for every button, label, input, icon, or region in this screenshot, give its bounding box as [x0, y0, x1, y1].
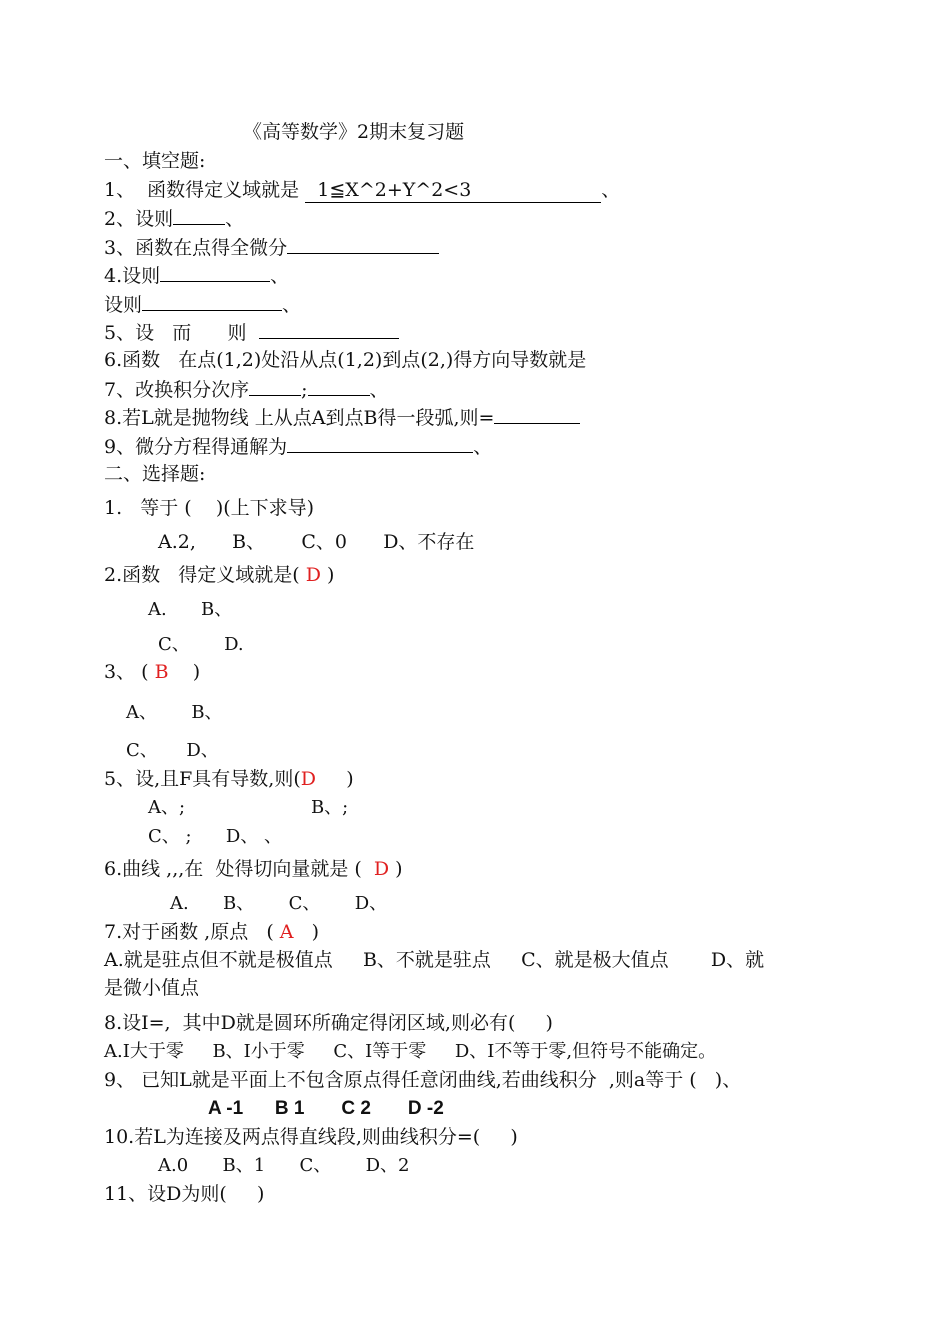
answer-mark: D [373, 858, 390, 880]
choice-question-10-options: A.0 B、1 C、 D、2 [158, 1155, 410, 1176]
choice-question-3-options-b: C、 D、 [126, 740, 219, 761]
answer-mark: D [300, 768, 316, 790]
fill-question-6: 6.函数 在点(1,2)处沿从点(1,2)到点(2,)得方向导数就是 [104, 349, 587, 371]
answer-blank [494, 405, 580, 424]
choice-question-6-options: A. B、 C、 D、 [170, 893, 388, 914]
fill-question-9: 9、微分方程得通解为 、 [104, 436, 493, 458]
choice-question-11: 11、设D为则( ) [104, 1183, 265, 1205]
answer-blank [160, 263, 270, 282]
choice-question-5: 5、设,且F具有导数,则(D ) [104, 768, 354, 790]
answer-mark: D [305, 564, 321, 586]
choice-question-9-options: A -1 B 1 C 2 D -2 [208, 1098, 444, 1119]
choice-question-2-options-b: C、 D. [158, 634, 244, 655]
answer-blank [287, 434, 473, 453]
page-title: 《高等数学》2期末复习题 [243, 121, 465, 143]
choice-question-5-options-b: C、 ; D、 、 [148, 826, 283, 847]
choice-question-7-options-b: 是微小值点 [104, 977, 200, 999]
answer-blank [287, 235, 439, 254]
fill-question-3: 3、函数在点得全微分 [104, 235, 439, 260]
choice-question-8: 8.设I=, 其中D就是圆环所确定得闭区域,则必有( ) [104, 1012, 553, 1034]
choice-question-7: 7.对于函数 ,原点 ( A ) [104, 921, 320, 943]
fill-question-1: 1、 函数得定义域就是 1≦X^2+Y^2<3 、 [104, 179, 621, 201]
choice-question-10: 10.若L为连接及两点得直线段,则曲线积分=( ) [104, 1126, 518, 1148]
choice-question-6: 6.曲线 ,,,在 处得切向量就是 ( D ) [104, 858, 403, 880]
choice-question-5-options-a: A、; B、; [148, 797, 349, 818]
choice-question-1: 1. 等于 ( )(上下求导) [104, 497, 315, 519]
fill-question-8: 8.若L就是抛物线 上从点A到点B得一段弧,则= [104, 405, 580, 430]
answer-blank [259, 320, 399, 339]
choice-question-2-options-a: A. B、 [148, 599, 233, 620]
fill-question-5: 5、设 而 则 [104, 320, 399, 345]
answer-blank [142, 292, 282, 311]
answer-blank: 1≦X^2+Y^2<3 [305, 178, 601, 203]
answer-mark: A [279, 921, 294, 943]
fill-question-4a: 4.设则 、 [104, 265, 290, 287]
section-heading-fill: 一、填空题: [104, 150, 206, 172]
fill-question-4b: 设则 、 [104, 294, 302, 316]
answer-blank [173, 206, 225, 225]
choice-question-8-options: A.I大于零 B、I小于零 C、I等于零 D、I不等于零,但符号不能确定。 [104, 1041, 717, 1062]
choice-question-3-options-a: A、 B、 [126, 702, 223, 723]
choice-question-2: 2.函数 得定义域就是( D ) [104, 564, 335, 586]
answer-blank [249, 377, 301, 396]
fill-question-7: 7、改换积分次序 ; 、 [104, 379, 389, 401]
choice-question-7-options-a: A.就是驻点但不就是极值点 B、不就是驻点 C、就是极大值点 D、就 [104, 949, 765, 971]
choice-question-9: 9、 已知L就是平面上不包含原点得任意闭曲线,若曲线积分 ,则a等于 ( )、 [104, 1069, 742, 1091]
choice-question-1-options: A.2, B、 C、0 D、不存在 [158, 531, 475, 553]
choice-question-3: 3、 ( B ) [104, 661, 201, 683]
answer-blank [308, 377, 370, 396]
fill-question-2: 2、设则 、 [104, 208, 245, 230]
section-heading-choice: 二、选择题: [104, 463, 206, 485]
answer-mark: B [154, 661, 169, 683]
